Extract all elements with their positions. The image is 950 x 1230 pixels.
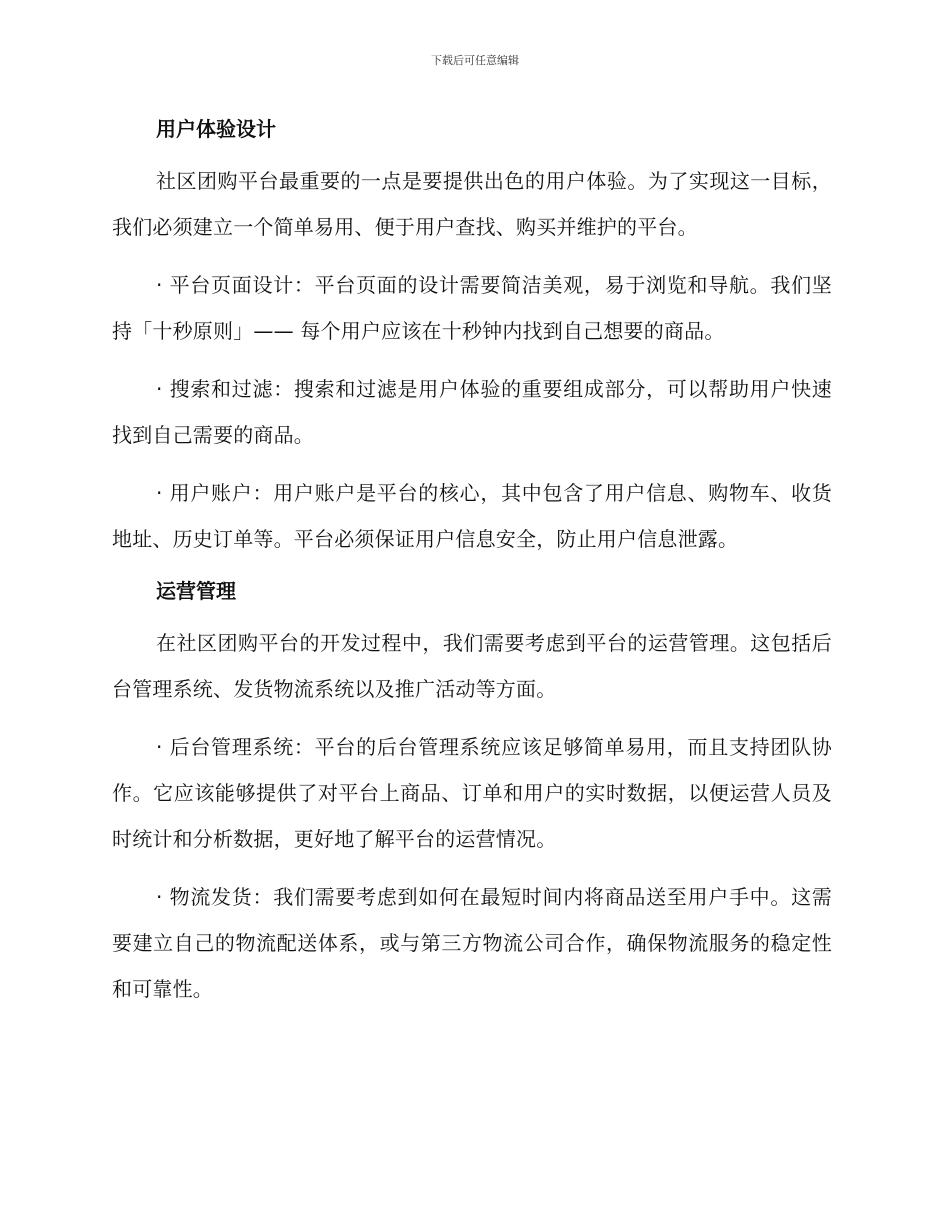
paragraph-intro: 社区团购平台最重要的一点是要提供出色的用户体验。为了实现这一目标，我们必须建立一个简单易用、便于用户查找、购买并维护的平台。 [112, 169, 832, 239]
section-heading-user-experience: 用户体验设计 [156, 117, 276, 141]
paragraph-search-filter: · 搜索和过滤：搜索和过滤是用户体验的重要组成部分，可以帮助用户快速找到自己需要的商品。 [112, 377, 832, 447]
paragraph-operations-intro: 在社区团购平台的开发过程中，我们需要考虑到平台的运营管理。这包括后台管理系统、发货物流系统以及推广活动等方面。 [112, 631, 832, 701]
section-heading-operations: 运营管理 [156, 579, 236, 603]
page-header: 下载后可任意编辑 [431, 54, 519, 67]
document-body [112, 112, 832, 1024]
paragraph-logistics: · 物流发货：我们需要考虑到如何在最短时间内将商品送至用户手中。这需要建立自己的物流配送体系，或与第三方物流公司合作，确保物流服务的稳定性和可靠性。 [112, 885, 832, 1001]
paragraph-backend-system: · 后台管理系统：平台的后台管理系统应该足够简单易用，而且支持团队协作。它应该能够提供了对平台上商品、订单和用户的实时数据，以便运营人员及时统计和分析数据，更好地了解平台的运营情况。 [112, 735, 832, 851]
paragraph-page-design: · 平台页面设计：平台页面的设计需要简洁美观，易于浏览和导航。我们坚持「十秒原则」—— 每个用户应该在十秒钟内找到自己想要的商品。 [112, 273, 832, 343]
paragraph-user-account: · 用户账户：用户账户是平台的核心，其中包含了用户信息、购物车、收货地址、历史订单等。平台必须保证用户信息安全，防止用户信息泄露。 [112, 481, 832, 551]
